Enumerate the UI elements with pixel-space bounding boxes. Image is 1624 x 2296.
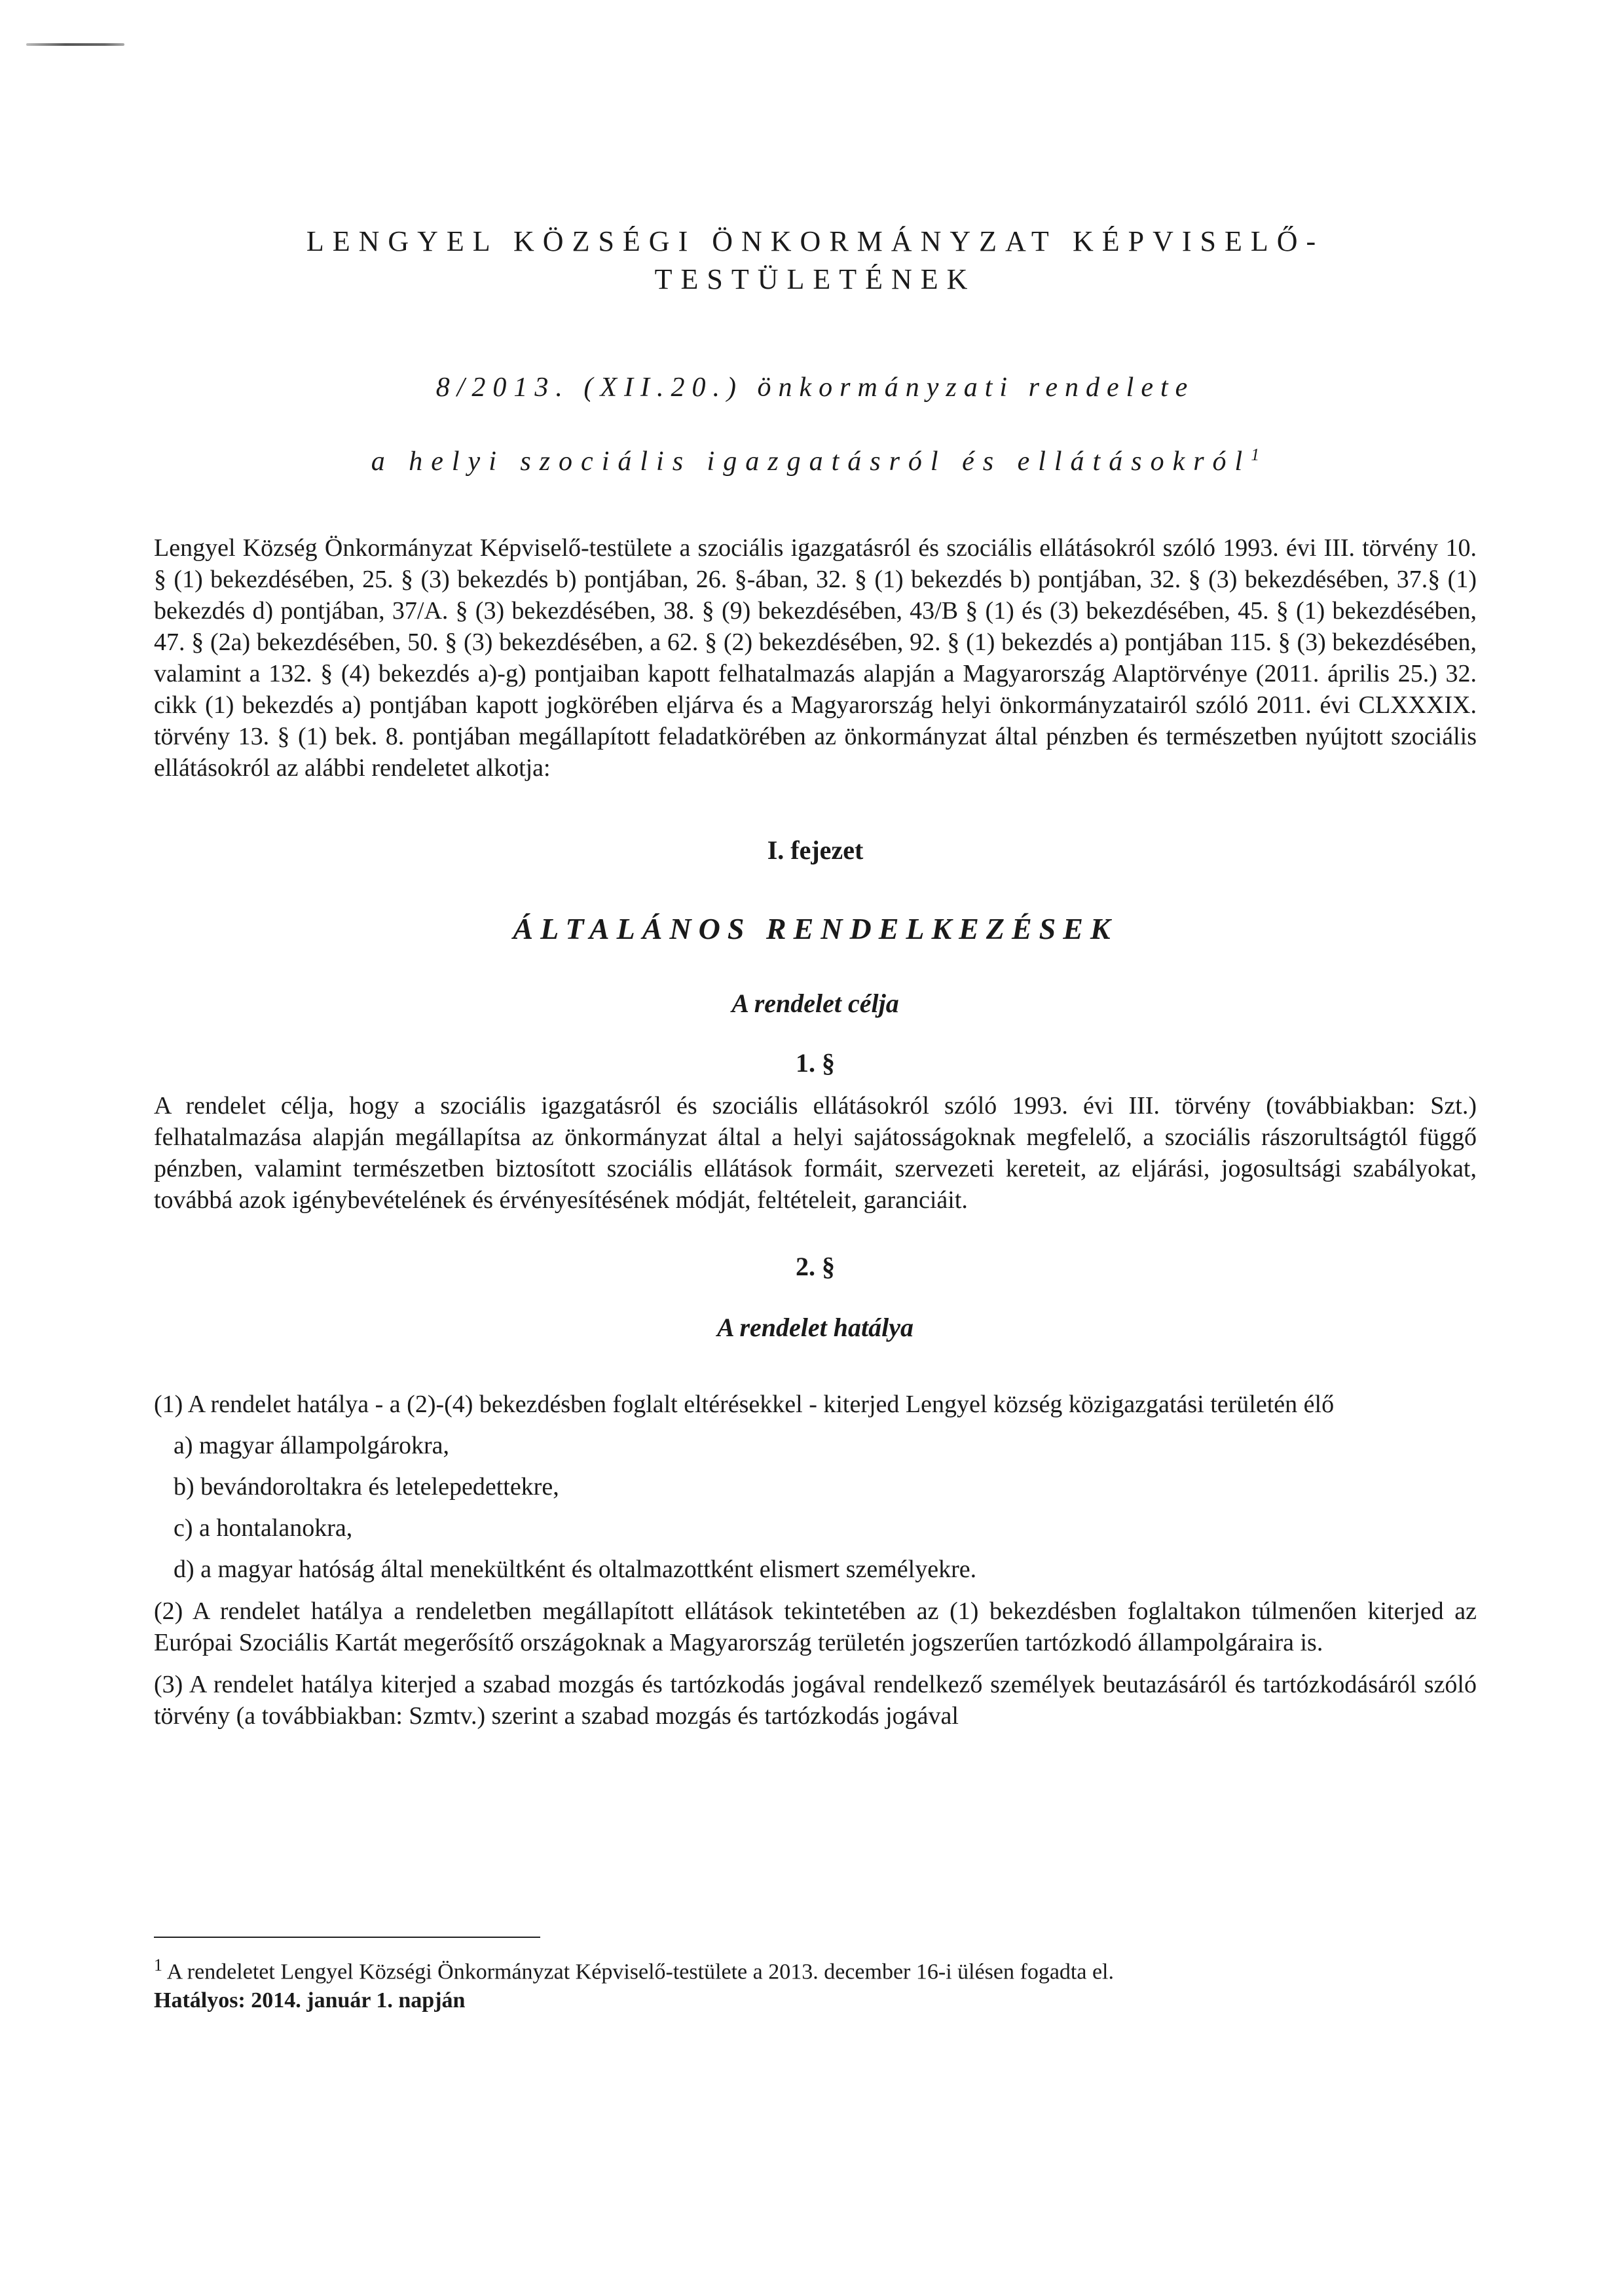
section-2-number: 2. §	[796, 1252, 835, 1281]
footnote-text-line	[154, 1951, 1477, 1986]
title-line-1: LENGYEL KÖZSÉGI ÖNKORMÁNYZAT KÉPVISELŐ-	[306, 225, 1325, 257]
footnote-text: A rendeletet Lengyel Községi Önkormányzat Képviselő-testülete a 2013. december 16-i ülésen fogadta el.	[166, 1959, 1114, 1984]
preamble-paragraph: Lengyel Község Önkormányzat Képviselő-testülete a szociális igazgatásról és szociális ellátásokról szóló 1993. évi III. törvény 10. § (1) bekezdésében, 25. § (3) bekezdés b) pontjában, 26. §-ában, 32. § (1) bekezdés b) pontjában, 32. § (3) bekezdésében, 37.§ (1) bekezdés d) pontjában, 37/A. § (3) bekezdésében, 38. § (9) bekezdésében, 43/B § (1) és (3) bekezdésében, 45. § (1) bekezdésében, 47. § (2a) bekezdésében, 50. § (3) bekezdésében, a 62. § (2) bekezdésében, 92. § (1) bekezdés a) pontjában 115. § (3) bekezdésében, valamint a 132. § (4) bekezdés a)-g) pontjaiban kapott felhatalmazás alapján a Magyarország Alaptörvénye (2011. április 25.) 32. cikk (1) bekezdés a) pontjában kapott jogkörében eljárva és a Magyarország helyi önkormányzatairól szóló 2011. évi CLXXXIX. törvény 13. § (1) bek. 8. pontjában megállapított feladatkörében az önkormányzat által pénzben és természetben nyújtott szociális ellátásokról az alábbi rendeletet alkotja:	[154, 534, 1477, 782]
title-line-2: TESTÜLETÉNEK	[654, 263, 976, 295]
footnote-divider	[154, 1937, 540, 1938]
section-2-paragraph-3: (3) A rendelet hatálya kiterjed a szabad mozgás és tartózkodás jogával rendelkező személyek beutazásáról és tartózkodásáról szóló törvény (a továbbiakban: Szmtv.) szerint a szabad mozgás és tartózkodás jogával	[154, 1671, 1477, 1730]
chapter-number: I. fejezet	[767, 835, 864, 865]
scan-artifact-mark	[26, 43, 124, 46]
list-item: a) magyar állampolgárokra,	[174, 1432, 449, 1459]
section-2-heading: A rendelet hatálya	[717, 1313, 913, 1342]
document-title	[154, 223, 1477, 299]
document-page	[154, 223, 1477, 1732]
list-item: b) bevándoroltakra és letelepedettekre,	[174, 1473, 559, 1501]
section-1-heading: A rendelet célja	[731, 989, 899, 1018]
effective-date: Hatályos: 2014. január 1. napján	[154, 1988, 466, 2013]
section-1-number: 1. §	[796, 1048, 835, 1078]
section-1-text: A rendelet célja, hogy a szociális igazgatásról és szociális ellátásokról szóló 1993. évi III. törvény (továbbiakban: Szt.) felhatalmazása alapján megállapítsa az önkormányzat által a helyi sajátosságoknak megfelelő, a szociális rászorultságtól függő pénzben, valamint természetben biztosított szociális ellátások formáit, szervezeti kereteit, az eljárási, jogosultsági szabályokat, továbbá azok igénybevételének és érvényesítésének módját, feltételeit, garanciáit.	[154, 1092, 1477, 1214]
decree-number: 8/2013. (XII.20.) önkormányzati rendelete	[435, 373, 1195, 403]
decree-subject-text: a helyi szociális igazgatásról és ellátásokról	[371, 446, 1251, 477]
footnote-marker: 1	[154, 1956, 162, 1975]
footnote-reference: 1	[1251, 445, 1260, 464]
section-2-paragraph-2: (2) A rendelet hatálya a rendeletben megállapított ellátások tekintetében az (1) bekezdésben foglaltakon túlmenően kiterjed az Európai Szociális Kartát megerősítő országoknak a Magyarország területén jogszerűen tartózkodó állampolgáraira is.	[154, 1597, 1477, 1656]
section-2-paragraph-1: (1) A rendelet hatálya - a (2)-(4) bekezdésben foglalt eltérésekkel - kiterjed Lengyel község közigazgatási területén élő	[154, 1391, 1335, 1418]
list-item: c) a hontalanokra,	[174, 1514, 353, 1542]
footnote	[154, 1951, 1477, 2015]
list-item: d) a magyar hatóság által menekültként és oltalmazottként elismert személyekre.	[174, 1556, 977, 1583]
decree-subject	[154, 445, 1477, 477]
chapter-title: ÁLTALÁNOS RENDELKEZÉSEK	[513, 912, 1118, 945]
